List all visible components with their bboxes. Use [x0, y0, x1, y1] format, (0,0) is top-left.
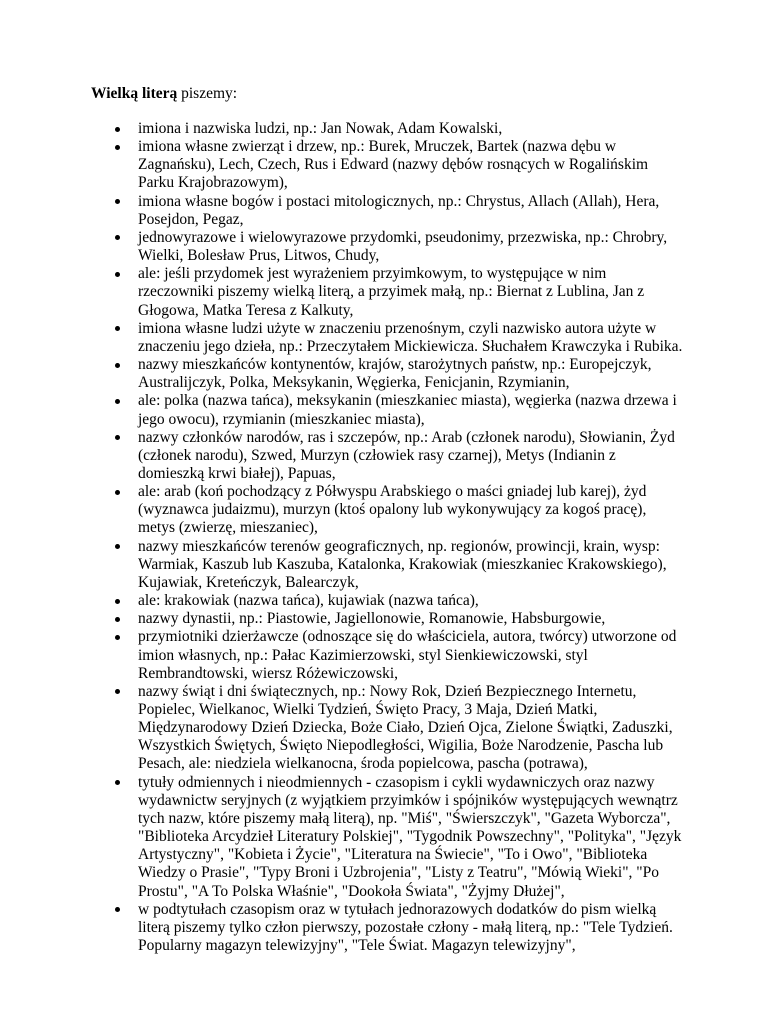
document-heading	[91, 84, 237, 104]
heading-text: piszemy:	[177, 85, 238, 102]
list-item-text: tytuły odmiennych i nieodmiennych - czasopism i cykli wydawniczych oraz nazwy wydawnictw seryjnych (z wyjątkiem przyimków i spójników występujących wewnątrz tych nazw, które piszemy małą literą), np. "Miś", "Świerszczyk", "Gazeta Wyborcza", "Biblioteka Arcydzieł Literatury Polskiej", "Tygodnik Powszechny", "Polityka", "Język Artystyczny", "Kobieta i Życie", "Literatura na Świecie", "To i Owo", "Biblioteka Wiedzy o Prasie", "Typy Broni i Uzbrojenia", "Listy z Teatru", "Mówią Wieki", "Po Prostu", "A To Polska Właśnie", "Dookoła Świata", "Żyjmy Dłużej",	[138, 773, 682, 900]
bullet-icon	[115, 780, 120, 785]
list-item	[112, 538, 684, 592]
list-item-text: w podtytułach czasopism oraz w tytułach jednorazowych dodatków do pism wielką literą piszemy tylko człon pierwszy, pozostałe człony - małą literą, np.: "Tele Tydzień. Popularny magazyn telewizyjny", "Tele Świat. Magazyn telewizyjny",	[138, 900, 673, 955]
list-item-text: nazwy członków narodów, ras i szczepów, np.: Arab (członek narodu), Słowianin, Żyd (członek narodu), Szwed, Murzyn (człowiek rasy czarnej), Metys (Indianin z domieszką krwi białej), Papuas,	[138, 428, 675, 482]
bullet-icon	[115, 599, 120, 604]
bullet-icon	[115, 435, 120, 440]
list-item	[112, 320, 684, 356]
bullet-icon	[115, 907, 120, 912]
bullet-icon	[115, 326, 120, 331]
list-item-text: jednowyrazowe i wielowyrazowe przydomki, pseudonimy, przezwiska, np.: Chrobry, Wielki, Bolesław Prus, Litwos, Chudy,	[138, 228, 668, 265]
list-item	[112, 483, 684, 537]
list-item	[112, 901, 684, 955]
bullet-icon	[115, 199, 120, 204]
list-item	[112, 193, 684, 229]
bullet-icon	[115, 145, 120, 150]
bullet-icon	[115, 363, 120, 368]
list-item	[112, 229, 684, 265]
bullet-icon	[115, 399, 120, 404]
list-item-text: nazwy świąt i dni świątecznych, np.: Nowy Rok, Dzień Bezpiecznego Internetu, Popielec, Wielkanoc, Wielki Tydzień, Święto Pracy, 3 Maja, Dzień Matki, Międzynarodowy Dzień Dziecka, Boże Ciało, Dzień Ojca, Zielone Świątki, Zaduszki, Wszystkich Świętych, Święto Niepodległości, Wigilia, Boże Narodzenie, Pascha lub Pesach, ale: niedziela wielkanocna, środa popielcowa, pascha (potrawa),	[138, 682, 673, 773]
list-item-text: nazwy dynastii, np.: Piastowie, Jagiellonowie, Romanowie, Habsburgowie,	[138, 610, 606, 628]
list-item	[112, 429, 684, 483]
heading-bold-text: Wielką literą	[91, 85, 178, 102]
bullet-icon	[115, 272, 120, 277]
bullet-list	[112, 120, 684, 955]
bullet-icon	[115, 490, 120, 495]
list-item	[112, 683, 684, 774]
list-item-text: nazwy mieszkańców terenów geograficznych, np. regionów, prowincji, krain, wysp: Warmiak, Kaszub lub Kaszuba, Katalonka, Krakowiak (mieszkaniec Krakowskiego), Kujawiak, Kreteńczyk, Balearczyk,	[138, 537, 667, 591]
list-item	[112, 392, 684, 428]
list-item-text: imiona własne zwierząt i drzew, np.: Burek, Mruczek, Bartek (nazwa dębu w Zagnańsku), Lech, Czech, Rus i Edward (nazwy dębów rosnących w Rogalińskim Parku Krajobrazowym),	[138, 138, 649, 192]
list-item-text: ale: jeśli przydomek jest wyrażeniem przyimkowym, to występujące w nim rzeczowniki piszemy wielką literą, a przyimek małą, np.: Biernat z Lublina, Jan z Głogowa, Matka Teresa z Kalkuty,	[138, 265, 645, 319]
list-item-text: ale: arab (koń pochodzący z Półwyspu Arabskiego o maści gniadej lub karej), żyd (wyznawca judaizmu), murzyn (ktoś opalony lub wykonywujący za kogoś pracę), metys (zwierzę, mieszaniec),	[138, 483, 647, 537]
list-item-text: imiona własne bogów i postaci mitologicznych, np.: Chrystus, Allach (Allah), Hera, Posejdon, Pegaz,	[138, 192, 660, 228]
bullet-icon	[115, 617, 120, 622]
list-item-text: imiona i nazwiska ludzi, np.: Jan Nowak, Adam Kowalski,	[138, 120, 503, 137]
list-item-text: imiona własne ludzi użyte w znaczeniu przenośnym, czyli nazwisko autora użyte w znaczeniu jego dzieła, np.: Przeczytałem Mickiewicza. Słuchałem Krawczyka i Rubika.	[138, 319, 683, 355]
list-item-text: przymiotniki dzierżawcze (odnoszące się do właściciela, autora, twórcy) utworzone od imion własnych, np.: Pałac Kazimierzowski, styl Sienkiewiczowski, styl Rembrandtowski, wiersz Różewiczowski,	[138, 628, 677, 682]
bullet-icon	[115, 127, 120, 132]
list-item-text: ale: polka (nazwa tańca), meksykanin (mieszkaniec miasta), węgierka (nazwa drzewa i jego owocu), rzymianin (mieszkaniec miasta),	[138, 392, 677, 428]
bullet-icon	[115, 544, 120, 549]
list-item-text: ale: krakowiak (nazwa tańca), kujawiak (nazwa tańca),	[138, 592, 479, 610]
list-item	[112, 138, 684, 192]
bullet-icon	[115, 635, 120, 640]
list-item	[112, 774, 684, 901]
list-item	[112, 610, 684, 628]
list-item	[112, 120, 684, 138]
list-item	[112, 592, 684, 610]
list-item	[112, 265, 684, 319]
bullet-icon	[115, 235, 120, 240]
bullet-icon	[115, 689, 120, 694]
list-item	[112, 628, 684, 682]
list-item	[112, 356, 684, 392]
list-item-text: nazwy mieszkańców kontynentów, krajów, starożytnych państw, np.: Europejczyk, Australijczyk, Polka, Meksykanin, Węgierka, Fenicjanin, Rzymianin,	[138, 356, 652, 392]
